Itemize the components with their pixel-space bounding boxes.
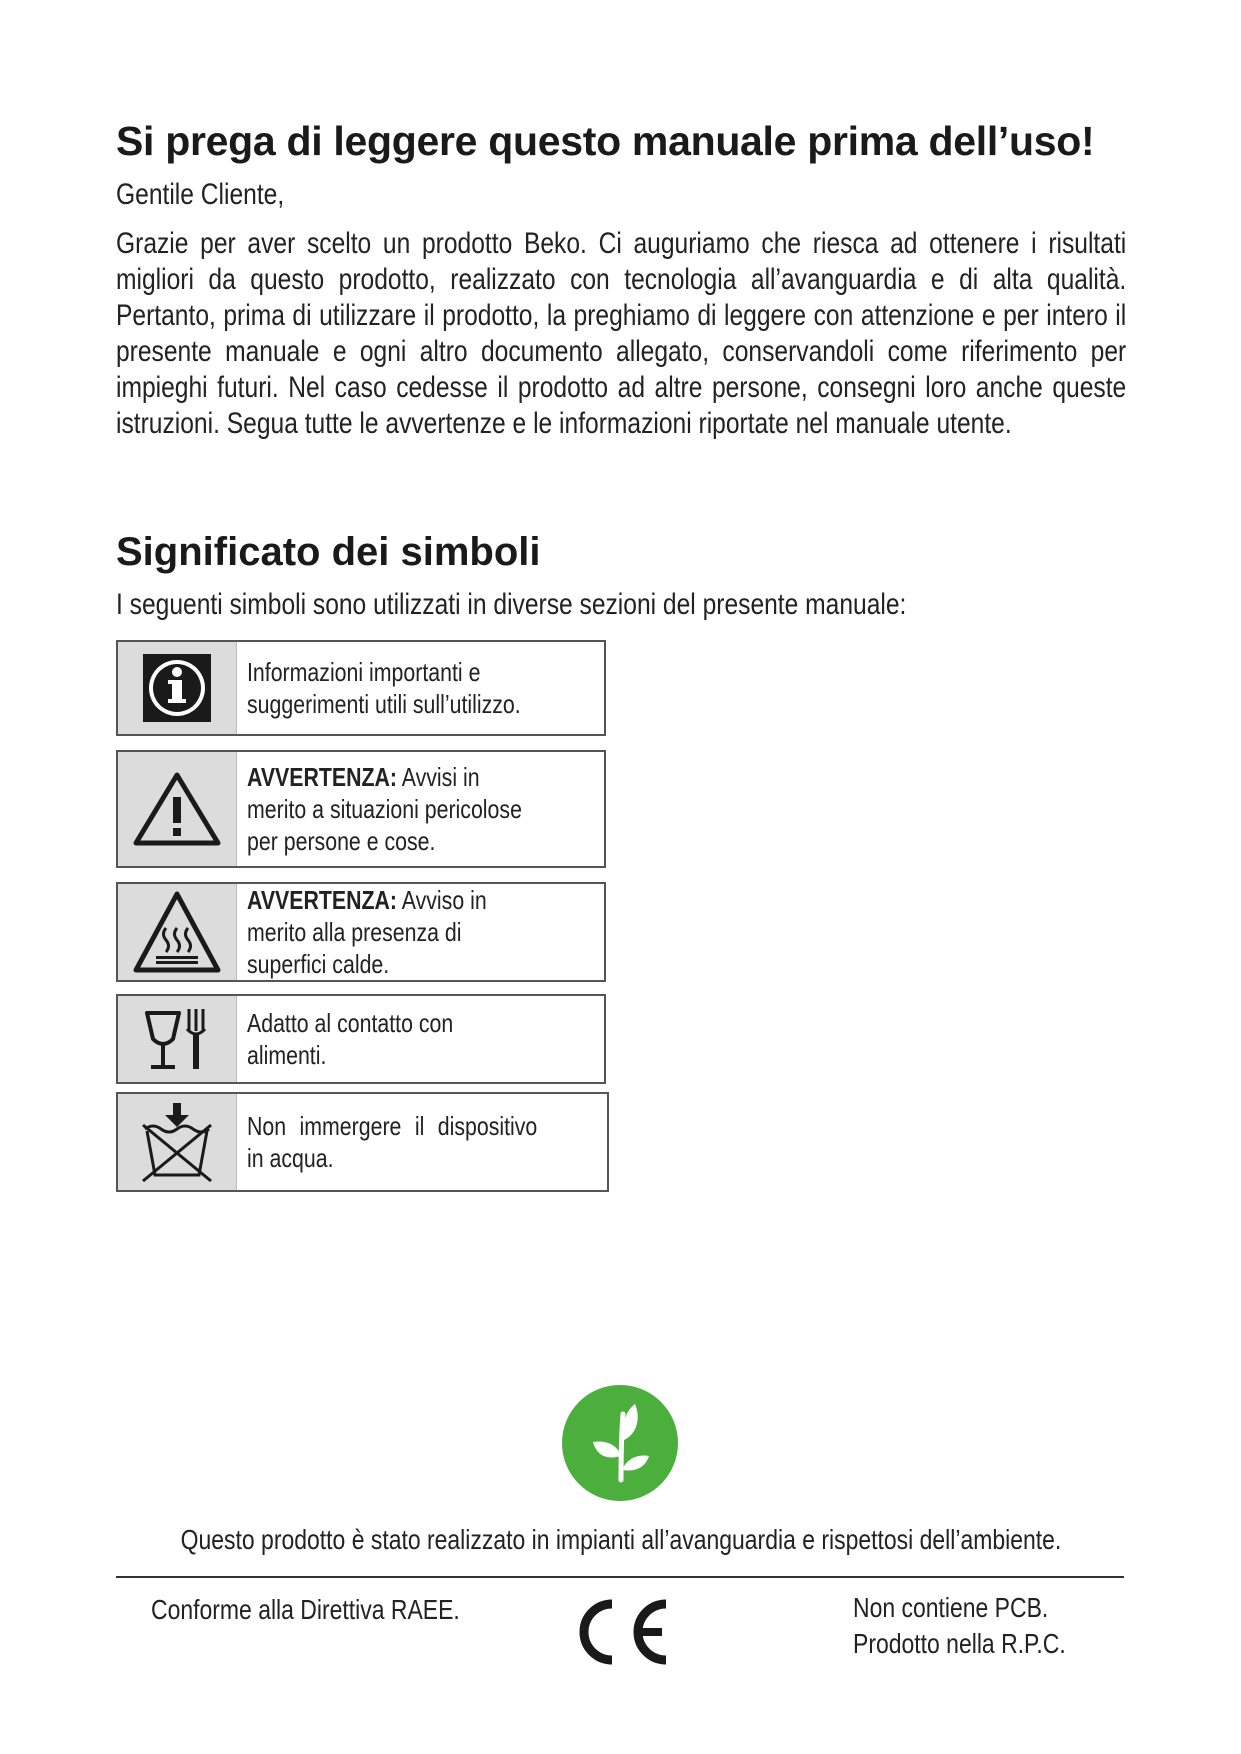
symbol-text-warning: AVVERTENZA: Avvisi in merito a situazioni pericolose per persone e cose. [247, 762, 522, 856]
symbol-text-no-immerse: Non immergere il dispositivo in acqua. [247, 1111, 538, 1173]
ce-mark-icon [566, 1594, 676, 1670]
symbol-text-food-safe: Adatto al contatto con alimenti. [247, 1008, 454, 1070]
pcb-statement [853, 1590, 1066, 1662]
page-title: Si prega di leggere questo manuale prima dell’uso! [116, 118, 1095, 164]
hot-surface-icon [118, 884, 237, 980]
warning-icon [118, 752, 237, 866]
eco-statement: Questo prodotto è stato realizzato in impianti all’avanguardia e rispettosi dell’ambiente. [180, 1524, 1061, 1555]
symbol-row-info [116, 640, 606, 736]
info-icon [118, 642, 237, 734]
intro-text: Grazie per aver scelto un prodotto Beko. Ci auguriamo che riesca ad ottenere i risultati migliori da questo prodotto, realizzato con tecnologia all’avanguardia e di alta qualità. Pertanto, prima di utilizzare il prodotto, la preghiamo di leggere con attenzione e per intero il presente manuale e ogni altro documento allegato, conservandoli come riferimento per impieghi futuri. Nel caso cedesse il prodotto ad altre persone, consegni loro anche queste istruzioni. Segua tutte le avvertenze e le informazioni riportate nel manuale utente. [116, 227, 1127, 440]
symbols-title: Significato dei simboli [116, 530, 541, 574]
symbol-row-warning [116, 750, 606, 868]
symbols-intro: I seguenti simboli sono utilizzati in diverse sezioni del presente manuale: [116, 588, 907, 621]
food-safe-icon [118, 996, 237, 1082]
symbol-text-info: Informazioni importanti e suggerimenti utili sull’utilizzo. [247, 657, 521, 719]
symbol-row-hot-surface [116, 882, 606, 982]
origin-line: Prodotto nella R.P.C. [853, 1628, 1066, 1659]
no-immerse-icon [118, 1094, 237, 1190]
footer-divider [116, 1576, 1124, 1578]
intro-paragraph [116, 226, 1126, 442]
symbol-row-food-safe [116, 994, 606, 1084]
pcb-line: Non contiene PCB. [853, 1592, 1049, 1623]
symbol-text-hot-surface: AVVERTENZA: Avviso in merito alla presenza di superfici calde. [247, 885, 487, 979]
raee-compliance: Conforme alla Direttiva RAEE. [151, 1594, 460, 1625]
eco-leaf-icon [561, 1384, 679, 1502]
symbol-row-no-immerse [116, 1092, 609, 1192]
greeting: Gentile Cliente, [116, 178, 285, 211]
